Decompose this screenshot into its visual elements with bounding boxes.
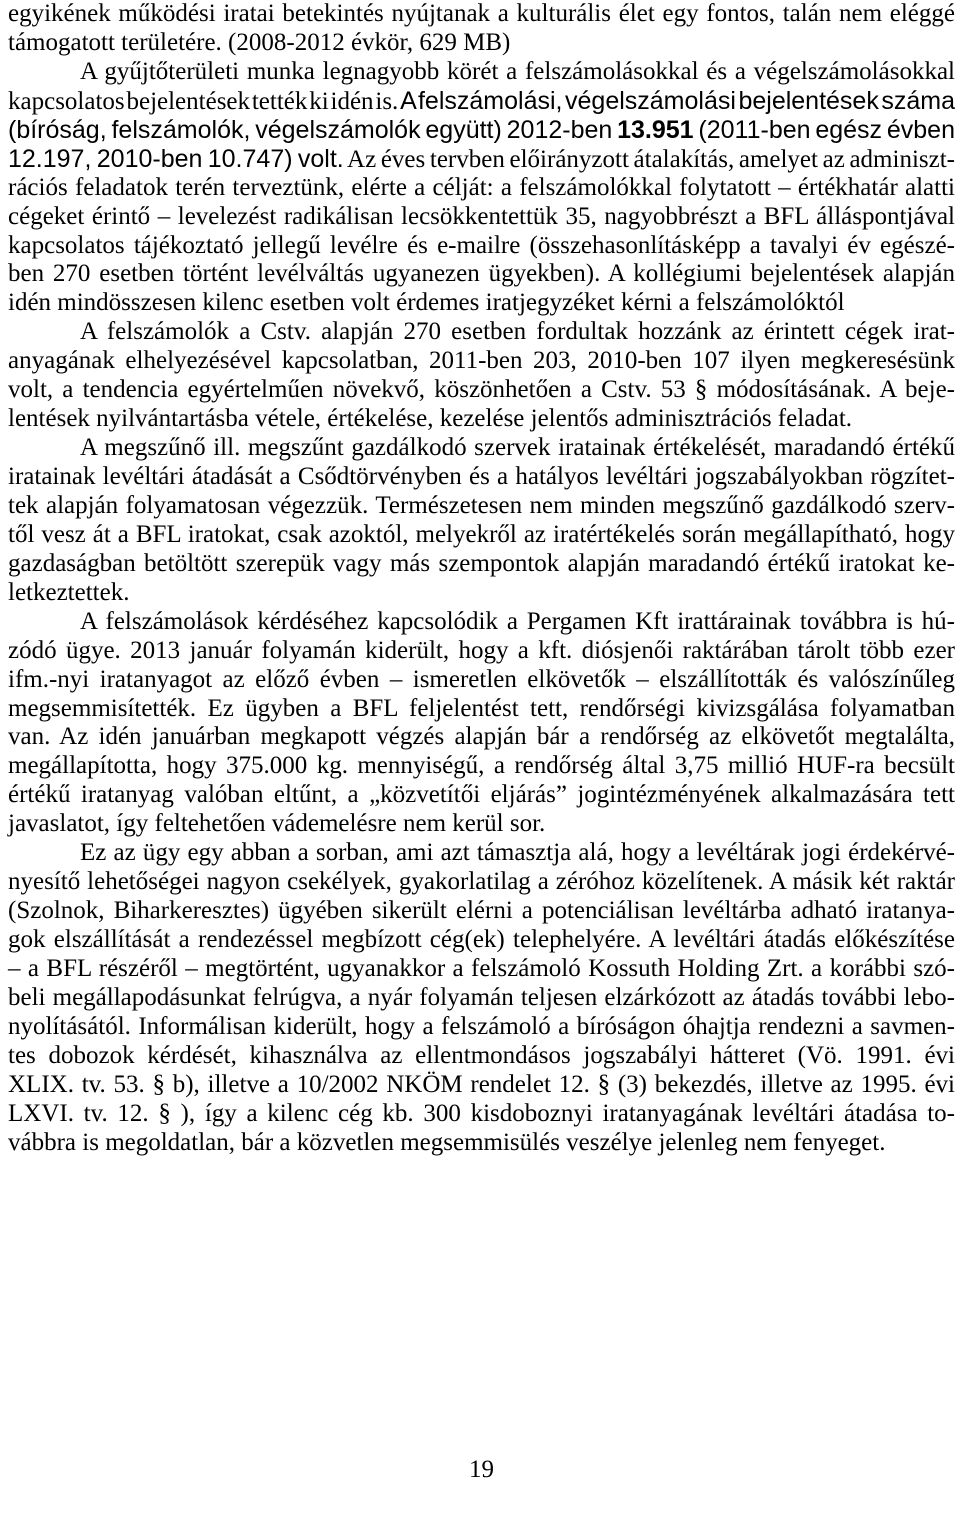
text-segment: kapcsolatos tájékoztató jellegű levélre és e-mailre (összehasonlításképp a tavalyi év egészé- (8, 231, 955, 259)
text-segment: cégeket érintő – levelezést radikálisan lecsökkentettük 35, nagyobbrészt a BFL álláspontjával (8, 202, 955, 230)
text-segment: – a BFL részéről – megtörtént, ugyanakkor a felszámoló Kossuth Holding Zrt. a korábbi szó- (8, 954, 955, 982)
text-line-content (8, 723, 955, 752)
text-line (8, 347, 955, 376)
text-line-content (8, 29, 510, 58)
text-line-content (8, 260, 955, 289)
text-line (8, 29, 955, 58)
text-segment: (2011-ben egész évben (693, 115, 955, 144)
text-line-content (8, 376, 955, 405)
text-segment: iratainak levéltári átadását a Csődtörvényben és a hatályos levéltári jogszabályokban rögzítet- (8, 463, 955, 490)
text-segment: vábbra is megoldatlan, bár a közvetlen megsemmisülés veszélye jelenleg nem fenyeget. (8, 1128, 886, 1156)
text-line-content (8, 637, 955, 666)
text-line (8, 550, 955, 579)
text-segment: megállapította, hogy 375.000 kg. mennyiségű, a rendőrség által 3,75 millió HUF-ra becsült (8, 752, 955, 780)
text-line (8, 521, 955, 550)
paragraph (8, 318, 955, 434)
text-line-content (8, 0, 955, 29)
text-segment: támogatott területére. (2008-2012 évkör, 629 MB) (8, 28, 511, 56)
text-line (8, 695, 955, 724)
text-segment: beli megállapodásunkat felrúgva, a nyár folyamán teljesen elzárkózott az átadás további lebo- (8, 983, 955, 1011)
text-segment: (Szolnok, Biharkeresztes) ügyében sikerült elérni a potenciálisan levéltárba adható iratanya- (8, 897, 955, 925)
text-segment: A megszűnő ill. megszűnt gazdálkodó szervek iratainak értékelését, maradandó értékű (80, 434, 955, 462)
text-line (8, 376, 955, 405)
text-line-content (8, 810, 545, 839)
text-line (8, 752, 955, 781)
text-segment: idén mindösszesen kilenc esetben volt érdemes iratjegyzéket kérni a felszámolóktól (8, 289, 845, 317)
text-segment: nyolításától. Informálisan kiderült, hogy a felszámoló a bíróságon óhajtja rendezni a savmen- (8, 1012, 955, 1040)
text-segment: megsemmisítették. Ez ügyben a BFL feljelentést tett, rendőrségi kivizsgálása folyamatban (8, 694, 955, 722)
text-line-content (8, 203, 955, 232)
text-line (8, 289, 955, 318)
text-line-content (8, 926, 955, 955)
text-line-content (8, 405, 852, 434)
text-line (8, 145, 955, 174)
text-line (8, 318, 955, 347)
text-line-content (80, 434, 955, 463)
text-line-content (8, 1013, 955, 1042)
text-line (8, 637, 955, 666)
text-line (8, 897, 955, 926)
text-line (8, 781, 955, 810)
text-segment: A gyűjtőterületi munka legnagyobb körét a felszámolásokkal és a végelszámolásokkal (80, 57, 955, 85)
paragraph (8, 0, 955, 58)
text-line (8, 955, 955, 984)
text-line-content (8, 897, 955, 926)
text-segment: ben 270 esetben történt levélváltás ugyanezen ügyekben). A kollégiumi bejelentések alapján (8, 260, 955, 288)
text-segment: volt, a tendencia egyértelműen növekvő, köszönhetően a Cstv. 53 § módosításának. A beje- (8, 376, 955, 404)
text-line (8, 666, 955, 695)
text-line (8, 1071, 955, 1100)
text-line-content (8, 145, 955, 175)
text-segment: kapcsolatos bejelentések tették ki idén is. (8, 87, 401, 115)
text-line (8, 1042, 955, 1071)
text-segment: (bíróság, felszámolók, végelszámolók együtt) 2012-ben (8, 115, 618, 144)
text-segment: lentések nyilvántartásba vétele, értékelése, kezelése jelentős adminisztrációs feladat. (8, 405, 853, 433)
text-line-content (8, 232, 955, 261)
text-line-content (8, 984, 955, 1013)
text-line (8, 608, 955, 637)
text-line (8, 839, 955, 868)
text-line (8, 0, 955, 29)
text-line-content (8, 87, 955, 117)
text-segment: Ez az ügy egy abban a sorban, ami azt támasztja alá, hogy a levéltárak jogi érdekérvé- (80, 839, 955, 867)
text-line-content (8, 955, 955, 984)
text-segment: rációs feladatok terén terveztünk, elérte a célját: a felszámolókkal folytatott – értékhatár alatti (8, 173, 955, 201)
text-line (8, 868, 955, 897)
text-line (8, 87, 955, 116)
text-line (8, 810, 955, 839)
text-segment: értékű iratanyag valóban eltűnt, a „közvetítői eljárás” jogintézményének alkalmazására tett (8, 781, 955, 809)
text-line-content (8, 1100, 955, 1129)
text-line-content (8, 1042, 955, 1071)
text-segment: nyesítő lehetőségei nagyon csekélyek, gyakorlatilag a zéróhoz közelítenek. A másik két raktár (8, 868, 955, 896)
paragraph (8, 839, 955, 1157)
text-segment: egyikének működési iratai betekintés nyújtanak a kulturális élet egy fontos, talán nem eléggé (8, 0, 955, 27)
text-line (8, 203, 955, 232)
text-segment: ifm.-nyi iratanyagot az előző évben – ismeretlen elkövetők – elszállították és valószínűleg (8, 665, 955, 693)
text-line (8, 260, 955, 289)
text-segment: A felszámolók a Cstv. alapján 270 esetben fordultak hozzánk az érintett cégek irat- (80, 318, 955, 346)
text-segment: zódó ügye. 2013 január folyamán kiderült, hogy a kft. diósjenői raktárában tárolt több ezer (8, 636, 955, 664)
text-line-content (8, 347, 955, 376)
text-line (8, 232, 955, 261)
text-line-content (8, 116, 955, 146)
text-line-content (8, 550, 955, 579)
paragraph (8, 608, 955, 840)
text-segment: tek alapján folyamatosan végezzük. Természetesen nem minden megszűnő gazdálkodó szerv- (8, 491, 955, 519)
text-line-content (8, 695, 955, 724)
text-segment: 13.951 (617, 115, 694, 144)
text-line-content (8, 1071, 955, 1100)
paragraph (8, 434, 955, 608)
text-segment: letkeztettek. (8, 578, 130, 606)
text-segment: A felszámolási, végelszámolási bejelentések száma (400, 86, 955, 115)
text-line-content (8, 1129, 885, 1158)
text-line-content (8, 752, 955, 781)
text-line (8, 1129, 955, 1158)
text-line-content (80, 318, 955, 347)
paragraph (8, 58, 955, 318)
text-line (8, 926, 955, 955)
page-number: 19 (469, 1456, 494, 1483)
text-line (8, 405, 955, 434)
text-segment: A felszámolások kérdéséhez kapcsolódik a Pergamen Kft irattárainak továbbra is hú- (80, 607, 955, 635)
text-line (8, 1100, 955, 1129)
text-segment: javaslatot, így feltehetően vádemelésre nem kerül sor. (8, 810, 546, 838)
text-line (8, 463, 955, 492)
text-segment: anyagának elhelyezésével kapcsolatban, 2011-ben 203, 2010-ben 107 ilyen megkeresésünk (8, 347, 955, 375)
text-line-content (8, 781, 955, 810)
text-line-content (8, 666, 955, 695)
text-segment: gok elszállítását a rendezéssel megbízott cég(ek) telephelyére. A levéltári átadás előkészítése (8, 926, 955, 953)
text-line-content (8, 492, 955, 521)
text-segment: gazdaságban betöltött szerepük vagy más szempontok alapján maradandó értékű iratokat ke- (8, 549, 955, 577)
text-line-content (80, 839, 955, 868)
text-segment: től vesz át a BFL iratokat, csak azoktól, melyekről az iratértékelés során megállapítható, hogy (8, 520, 955, 548)
text-segment: van. Az idén januárban megkapott végzés alapján bár a rendőrség az elkövetőt megtalálta, (8, 723, 955, 751)
text-line (8, 492, 955, 521)
text-line-content (8, 868, 955, 897)
text-line (8, 984, 955, 1013)
text-line-content (8, 463, 955, 492)
text-line-content (80, 58, 955, 87)
text-line (8, 579, 955, 608)
text-segment: Az éves tervben előirányzott átalakítás, amelyet az adminiszt- (343, 145, 955, 173)
text-segment: tes dobozok kérdését, kihasználva az ellentmondásos jogszabályi hátteret (Vö. 1991. évi (8, 1041, 955, 1069)
text-line (8, 116, 955, 145)
text-line-content (8, 521, 955, 550)
body-text (8, 0, 955, 1158)
text-segment: LXVI. tv. 12. § ), így a kilenc cég kb. 300 kisdoboznyi iratanyagának levéltári átadása to- (8, 1099, 955, 1127)
text-line-content (8, 174, 955, 203)
text-line (8, 434, 955, 463)
text-segment: XLIX. tv. 53. § b), illetve a 10/2002 NKÖM rendelet 12. § (3) bekezdés, illetve az 1995. évi (8, 1070, 955, 1098)
text-line (8, 723, 955, 752)
text-segment: 12.197, 2010-ben 10.747) volt. (8, 144, 344, 173)
text-line (8, 1013, 955, 1042)
text-line (8, 174, 955, 203)
text-line (8, 58, 955, 87)
text-line-content (8, 579, 129, 608)
text-line-content (80, 608, 955, 637)
text-line-content (8, 289, 845, 318)
